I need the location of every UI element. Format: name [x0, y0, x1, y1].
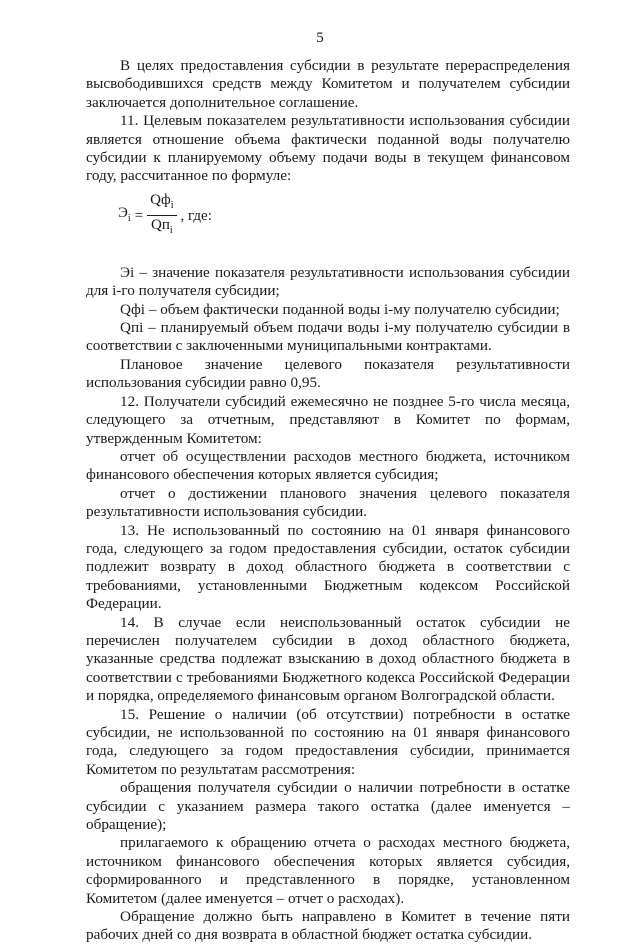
- formula: [118, 194, 570, 238]
- formula-lhs: $Э_i$: [118, 204, 131, 224]
- paragraph-item-11: 11. Целевым показателем результативности использования субсидии является отношение объема фактически поданной воды получателю субсидии к планируемому объему подачи воды в текущем финансовом году, рассчитанное по формуле:: [86, 112, 570, 185]
- paragraph-item-14: 14. В случае если неиспользованный остаток субсидии не перечислен получателем субсидии в доход областного бюджета, указанные средства подлежат взысканию в доход областного бюджета в соответствии с требованиями Бюджетного кодекса Российской Федерации и порядка, определяемого финансовым органом Волгоградской области.: [86, 613, 570, 705]
- definition-qp: Qпi – планируемый объем подачи воды i-му получателю субсидии в соответствии с заключенными муниципальными контрактами.: [86, 319, 570, 355]
- paragraph-item-12: 12. Получатели субсидий ежемесячно не позднее 5-го числа месяца, следующего за отчетным, представляют в Комитет по формам, утвержденным Комитетом:: [86, 392, 570, 447]
- formula-fraction: [147, 192, 176, 239]
- formula-numerator: $Qф_i$: [147, 192, 176, 216]
- paragraph-item-13: 13. Не использованный по состоянию на 01 января финансового года, следующего за годом предоставления субсидии, остаток субсидии подлежит возврату в доход областного бюджета в соответствии с требованиями, установленными Бюджетным кодексом Российской Федерации.: [86, 521, 570, 613]
- document-body: [86, 57, 570, 945]
- paragraph-request: обращения получателя субсидии о наличии потребности в остатке субсидии с указанием размера такого остатка (далее именуется – обращение);: [86, 779, 570, 834]
- paragraph-attached-report: прилагаемого к обращению отчета о расходах местного бюджета, источником финансового обеспечения которых является субсидия, сформированного и представленного в порядке, установленном Комитетом (далее именуется – отчет о расходах).: [86, 834, 570, 907]
- paragraph-report-expenses: отчет об осуществлении расходов местного бюджета, источником финансового обеспечения которых является субсидия;: [86, 447, 570, 484]
- definition-qf: Qфi – объем фактически поданной воды i-му получателю субсидии;: [120, 300, 560, 318]
- paragraph-additional-agreement: В целях предоставления субсидии в результате перераспределения высвободившихся средств между Комитетом и получателем субсидии заключается дополнительное соглашение.: [86, 57, 570, 111]
- formula-suffix: , где:: [180, 207, 212, 224]
- paragraph-report-target: отчет о достижении планового значения целевого показателя результативности использования субсидии.: [86, 484, 570, 521]
- paragraph-deadline: Обращение должно быть направлено в Комитет в течение пяти рабочих дней со дня возврата в областной бюджет остатка субсидии.: [86, 908, 570, 944]
- paragraph-item-15: 15. Решение о наличии (об отсутствии) потребности в остатке субсидии, не использованной по состоянию на 01 января финансового года, следующего за годом предоставления субсидии, принимается Комитетом по результатам рассмотрения:: [86, 705, 570, 778]
- formula-equals: =: [134, 207, 144, 224]
- formula-denominator: $Qп_i$: [151, 217, 173, 237]
- page-number: 5: [316, 30, 324, 46]
- definition-e: Эi – значение показателя результативности использования субсидии для i-го получателя субсидии;: [86, 263, 570, 300]
- paragraph-planned-value: Плановое значение целевого показателя результативности использования субсидии равно 0,95.: [86, 355, 570, 392]
